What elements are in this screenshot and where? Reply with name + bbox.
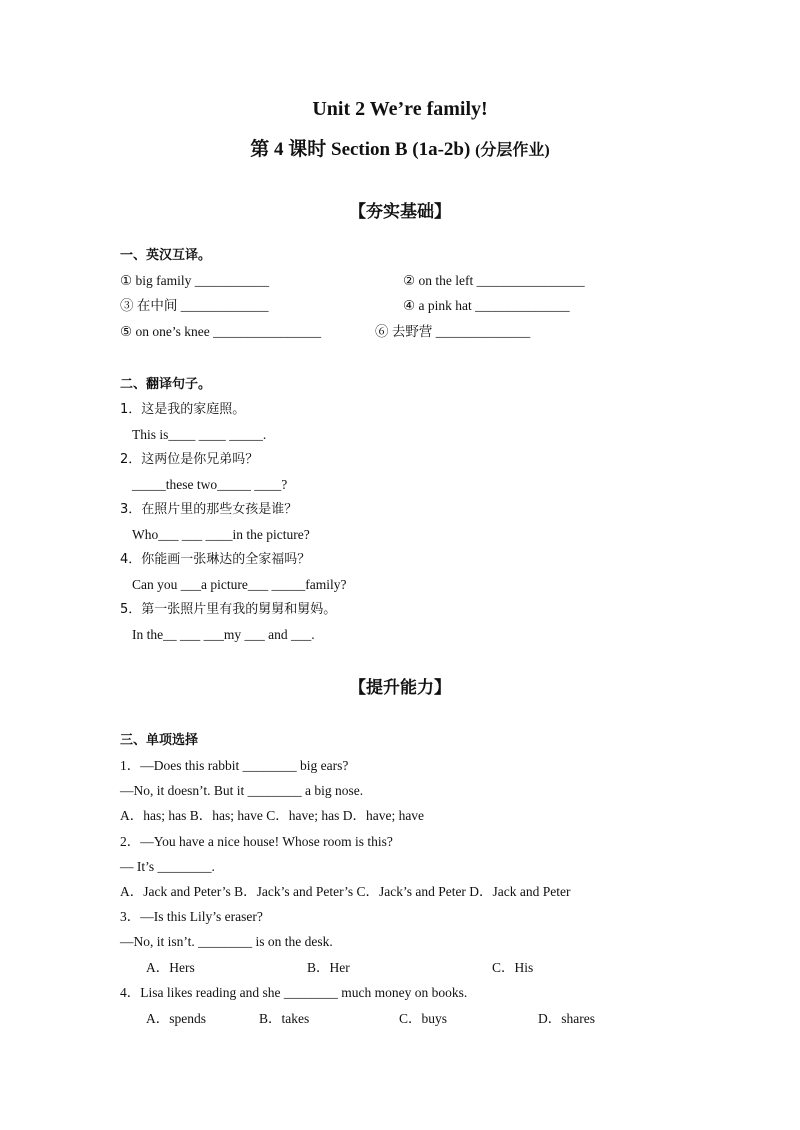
- part3-q2-reply: — It’s ________.: [120, 859, 215, 874]
- section-basic-heading: 【夯实基础】: [349, 202, 451, 221]
- part2-q1-en: This is____ ____ _____.: [132, 427, 267, 442]
- part3-q3-stem: 3．—Is this Lily’s eraser?: [120, 909, 263, 924]
- section-advanced-heading: 【提升能力】: [349, 678, 451, 697]
- part1-item-5: ⑤ on one’s knee ________________: [120, 324, 322, 339]
- part3-heading: 三、单项选择: [120, 733, 199, 748]
- lesson-subtitle: [0, 140, 800, 159]
- lesson-subtitle-main: 第 4 课时 Section B (1a-2b): [250, 139, 471, 160]
- part3-q3-option-a: A．Hers: [146, 960, 195, 975]
- part2-q5-cn: 5．第一张照片里有我的舅舅和舅妈。: [120, 602, 337, 617]
- part2-q4-cn: 4．你能画一张琳达的全家福吗？: [120, 552, 311, 567]
- part3-q2-options: A．Jack and Peter’s B．Jack’s and Peter’s C．Jack’s and Peter D．Jack and Peter: [120, 884, 571, 899]
- part2-q2-en: _____these two_____ ____?: [132, 477, 288, 492]
- part1-item-6: ⑥ 去野营 ______________: [375, 324, 531, 339]
- part2-q1-cn: 1．这是我的家庭照。: [120, 402, 246, 417]
- part3-q4-stem: 4．Lisa likes reading and she ________ much money on books.: [120, 985, 468, 1000]
- part1-item-4: ④ a pink hat ______________: [403, 298, 570, 313]
- part2-q2-cn: 2．这两位是你兄弟吗？: [120, 452, 259, 467]
- part1-heading: 一、英汉互译。: [120, 248, 212, 263]
- unit-title: Unit 2 We’re family!: [312, 98, 488, 120]
- part3-q3-option-c: C．His: [492, 960, 534, 975]
- part2-q4-en: Can you ___a picture___ _____family?: [132, 577, 347, 592]
- part3-q3-option-b: B．Her: [307, 960, 350, 975]
- part3-q1-stem: 1．—Does this rabbit ________ big ears?: [120, 758, 349, 773]
- part3-q3-reply: —No, it isn’t. ________ is on the desk.: [120, 934, 333, 949]
- part3-q4-option-c: C．buys: [399, 1011, 448, 1026]
- part3-q4-option-d: D．shares: [538, 1011, 595, 1026]
- part1-item-3: ③ 在中间 _____________: [120, 298, 269, 313]
- part3-q4-option-b: B．takes: [259, 1011, 310, 1026]
- part3-q1-options: A．has; has B．has; have C．have; has D．have; have: [120, 808, 425, 823]
- part1-item-1: ① big family ___________: [120, 273, 269, 288]
- part2-heading: 二、翻译句子。: [120, 377, 212, 392]
- part1-item-2: ② on the left ________________: [403, 273, 585, 288]
- part2-q3-cn: 3．在照片里的那些女孩是谁？: [120, 502, 298, 517]
- part2-q3-en: Who___ ___ ____in the picture?: [132, 527, 310, 542]
- lesson-subtitle-tag: (分层作业): [475, 142, 550, 159]
- part2-q5-en: In the__ ___ ___my ___ and ___.: [132, 627, 315, 642]
- part3-q4-option-a: A．spends: [146, 1011, 206, 1026]
- part3-q1-reply: —No, it doesn’t. But it ________ a big nose.: [120, 783, 364, 798]
- part3-q2-stem: 2．—You have a nice house! Whose room is this?: [120, 834, 393, 849]
